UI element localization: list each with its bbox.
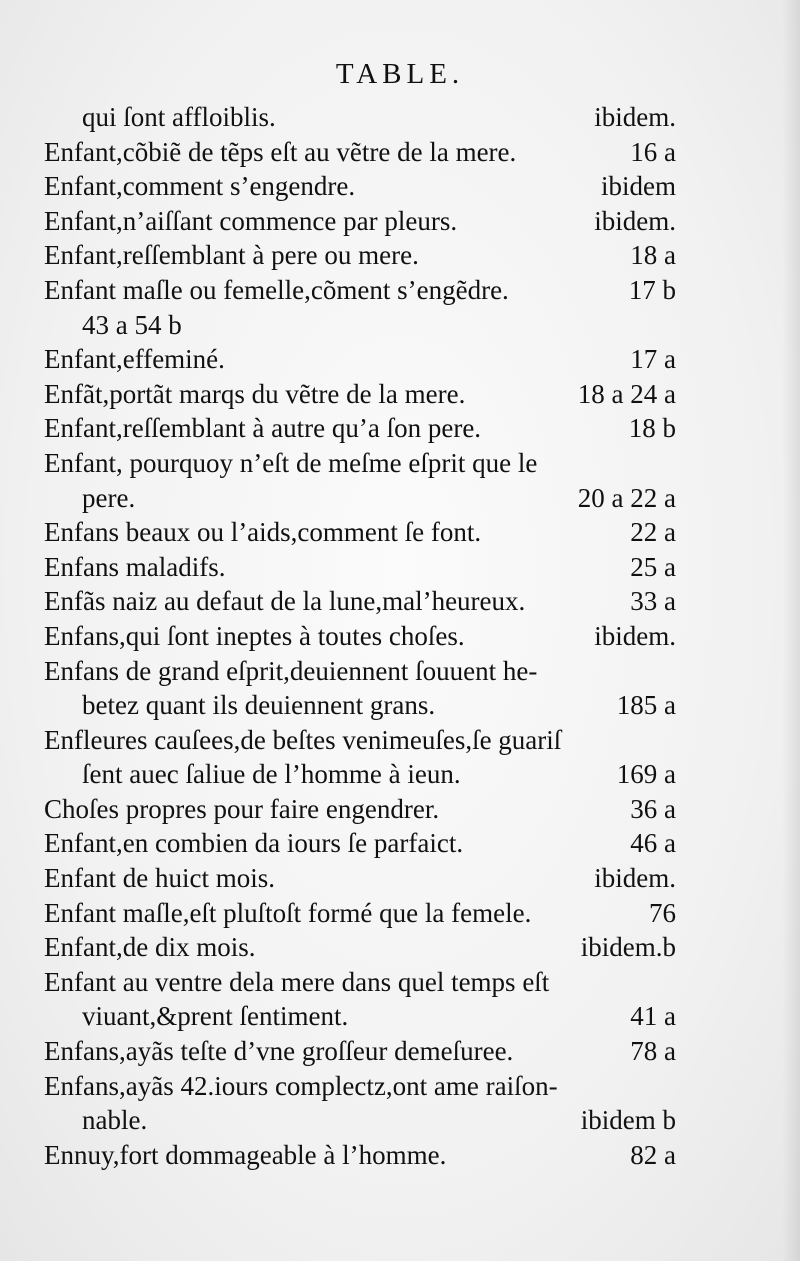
entry-text: Choſes propres pour faire engendrer.	[44, 793, 440, 824]
index-entry	[44, 654, 676, 689]
entry-page-ref: 16 a	[630, 136, 676, 167]
entry-page-ref: 78 a	[630, 1036, 676, 1067]
entry-page-ref: ibidem.	[594, 863, 676, 894]
index-entry	[44, 930, 676, 965]
index-entry	[44, 446, 676, 481]
index-entry	[44, 308, 676, 343]
entry-text: betez quant ils deuiennent grans.	[82, 690, 436, 721]
entry-page-ref: 25 a	[630, 551, 676, 582]
entry-page-ref: 18 a 24 a	[577, 378, 676, 409]
index-entry	[44, 861, 676, 896]
entry-text: Enfant de huict mois.	[44, 863, 275, 894]
page-header: TABLE.	[335, 58, 465, 90]
entry-text: Enfant,n’aiſſant commence par pleurs.	[44, 205, 458, 236]
entry-page-ref: 22 a	[630, 517, 676, 548]
entry-text: Enfans,ayãs teſte d’vne groſſeur demeſuree.	[44, 1036, 514, 1067]
index-entry	[44, 723, 676, 758]
index-entry	[44, 1138, 676, 1173]
entry-page-ref: ibidem b	[580, 1105, 676, 1136]
entry-page-ref: 46 a	[630, 828, 676, 859]
entry-text: Enfant, pourquoy n’eſt de meſme eſprit que le	[44, 447, 538, 478]
entry-text: Enfans,ayãs 42.iours complectz,ont ame raiſon-	[44, 1070, 558, 1101]
entry-page-ref: 41 a	[630, 1001, 676, 1032]
index-entry	[44, 584, 676, 619]
index-entry	[44, 619, 676, 654]
entry-text: Enfant,de dix mois.	[44, 932, 256, 963]
entry-text: Enfant,reſſemblant à autre qu’a ſon pere.	[44, 413, 482, 444]
index-entry	[44, 688, 676, 723]
index-entry	[44, 135, 676, 170]
entry-page-ref: 18 b	[628, 413, 676, 444]
entry-text: Enfans beaux ou l’aids,comment ſe font.	[44, 517, 482, 548]
index-entry	[44, 1103, 676, 1138]
index-entry	[44, 169, 676, 204]
index-entries	[44, 100, 676, 1172]
index-entry	[44, 1069, 676, 1104]
index-entry	[44, 965, 676, 1000]
entry-page-ref: 82 a	[630, 1139, 676, 1170]
index-entry	[44, 896, 676, 931]
entry-text: nable.	[82, 1105, 148, 1136]
entry-page-ref: 185 a	[616, 690, 676, 721]
entry-text: Enfans maladifs.	[44, 551, 226, 582]
entry-text: Ennuy,fort dommageable à l’homme.	[44, 1139, 447, 1170]
entry-text: Enfant,effeminé.	[44, 344, 225, 375]
index-entry	[44, 411, 676, 446]
entry-text: Enfant au ventre dela mere dans quel temps eſt	[44, 966, 550, 997]
entry-text: Enfãt,portãt marqs du vẽtre de la mere.	[44, 378, 466, 409]
entry-page-ref: 33 a	[630, 586, 676, 617]
entry-text: Enfant maſle ou femelle,cõment s’engẽdre.	[44, 274, 509, 305]
index-entry	[44, 273, 676, 308]
index-entry	[44, 550, 676, 585]
entry-text: pere.	[82, 482, 136, 513]
entry-page-ref: 17 a	[630, 344, 676, 375]
index-entry	[44, 204, 676, 239]
entry-text: qui ſont affloiblis.	[82, 102, 276, 132]
entry-page-ref: ibidem.b	[580, 932, 676, 963]
entry-page-ref: 36 a	[630, 793, 676, 824]
entry-text: Enfleures cauſees,de beſtes venimeuſes,ſe guariſ	[44, 724, 562, 755]
index-entry	[44, 238, 676, 273]
index-entry	[44, 757, 676, 792]
entry-page-ref: ibidem	[601, 171, 676, 202]
page-edge-shadow	[782, 0, 800, 1261]
entry-page-ref: 76	[649, 897, 676, 928]
entry-page-ref: 169 a	[616, 759, 676, 790]
entry-text: Enfãs naiz au defaut de la lune,mal’heureux.	[44, 586, 526, 617]
index-entry	[44, 515, 676, 550]
entry-page-ref: 20 a 22 a	[577, 482, 676, 513]
index-entry	[44, 999, 676, 1034]
entry-page-ref: ibidem.	[594, 620, 676, 651]
entry-text: Enfant maſle,eſt pluſtoſt formé que la femele.	[44, 897, 532, 928]
index-entry	[44, 377, 676, 412]
index-entry	[44, 826, 676, 861]
index-entry	[44, 100, 676, 135]
entry-text: Enfant,reſſemblant à pere ou mere.	[44, 240, 419, 271]
entry-text: Enfant,comment s’engendre.	[44, 171, 356, 202]
entry-page-ref: ibidem.	[594, 205, 676, 236]
index-entry	[44, 792, 676, 827]
entry-text: Enfant,en combien da iours ſe parfaict.	[44, 828, 464, 859]
index-entry	[44, 342, 676, 377]
index-entry	[44, 1034, 676, 1069]
entry-text: viuant,&prent ſentiment.	[82, 1001, 349, 1032]
entry-page-ref: ibidem.	[594, 102, 676, 132]
entry-text: Enfant,cõbiẽ de tẽps eſt au vẽtre de la mere.	[44, 136, 517, 167]
entry-text: Enfans de grand eſprit,deuiennent ſouuent he-	[44, 655, 538, 686]
entry-text: 43 a 54 b	[82, 309, 182, 340]
entry-text: ſent auec ſaliue de l’homme à ieun.	[82, 759, 461, 790]
entry-page-ref: 17 b	[628, 274, 676, 305]
entry-text: Enfans,qui ſont ineptes à toutes choſes.	[44, 620, 465, 651]
index-entry	[44, 481, 676, 516]
entry-page-ref: 18 a	[630, 240, 676, 271]
